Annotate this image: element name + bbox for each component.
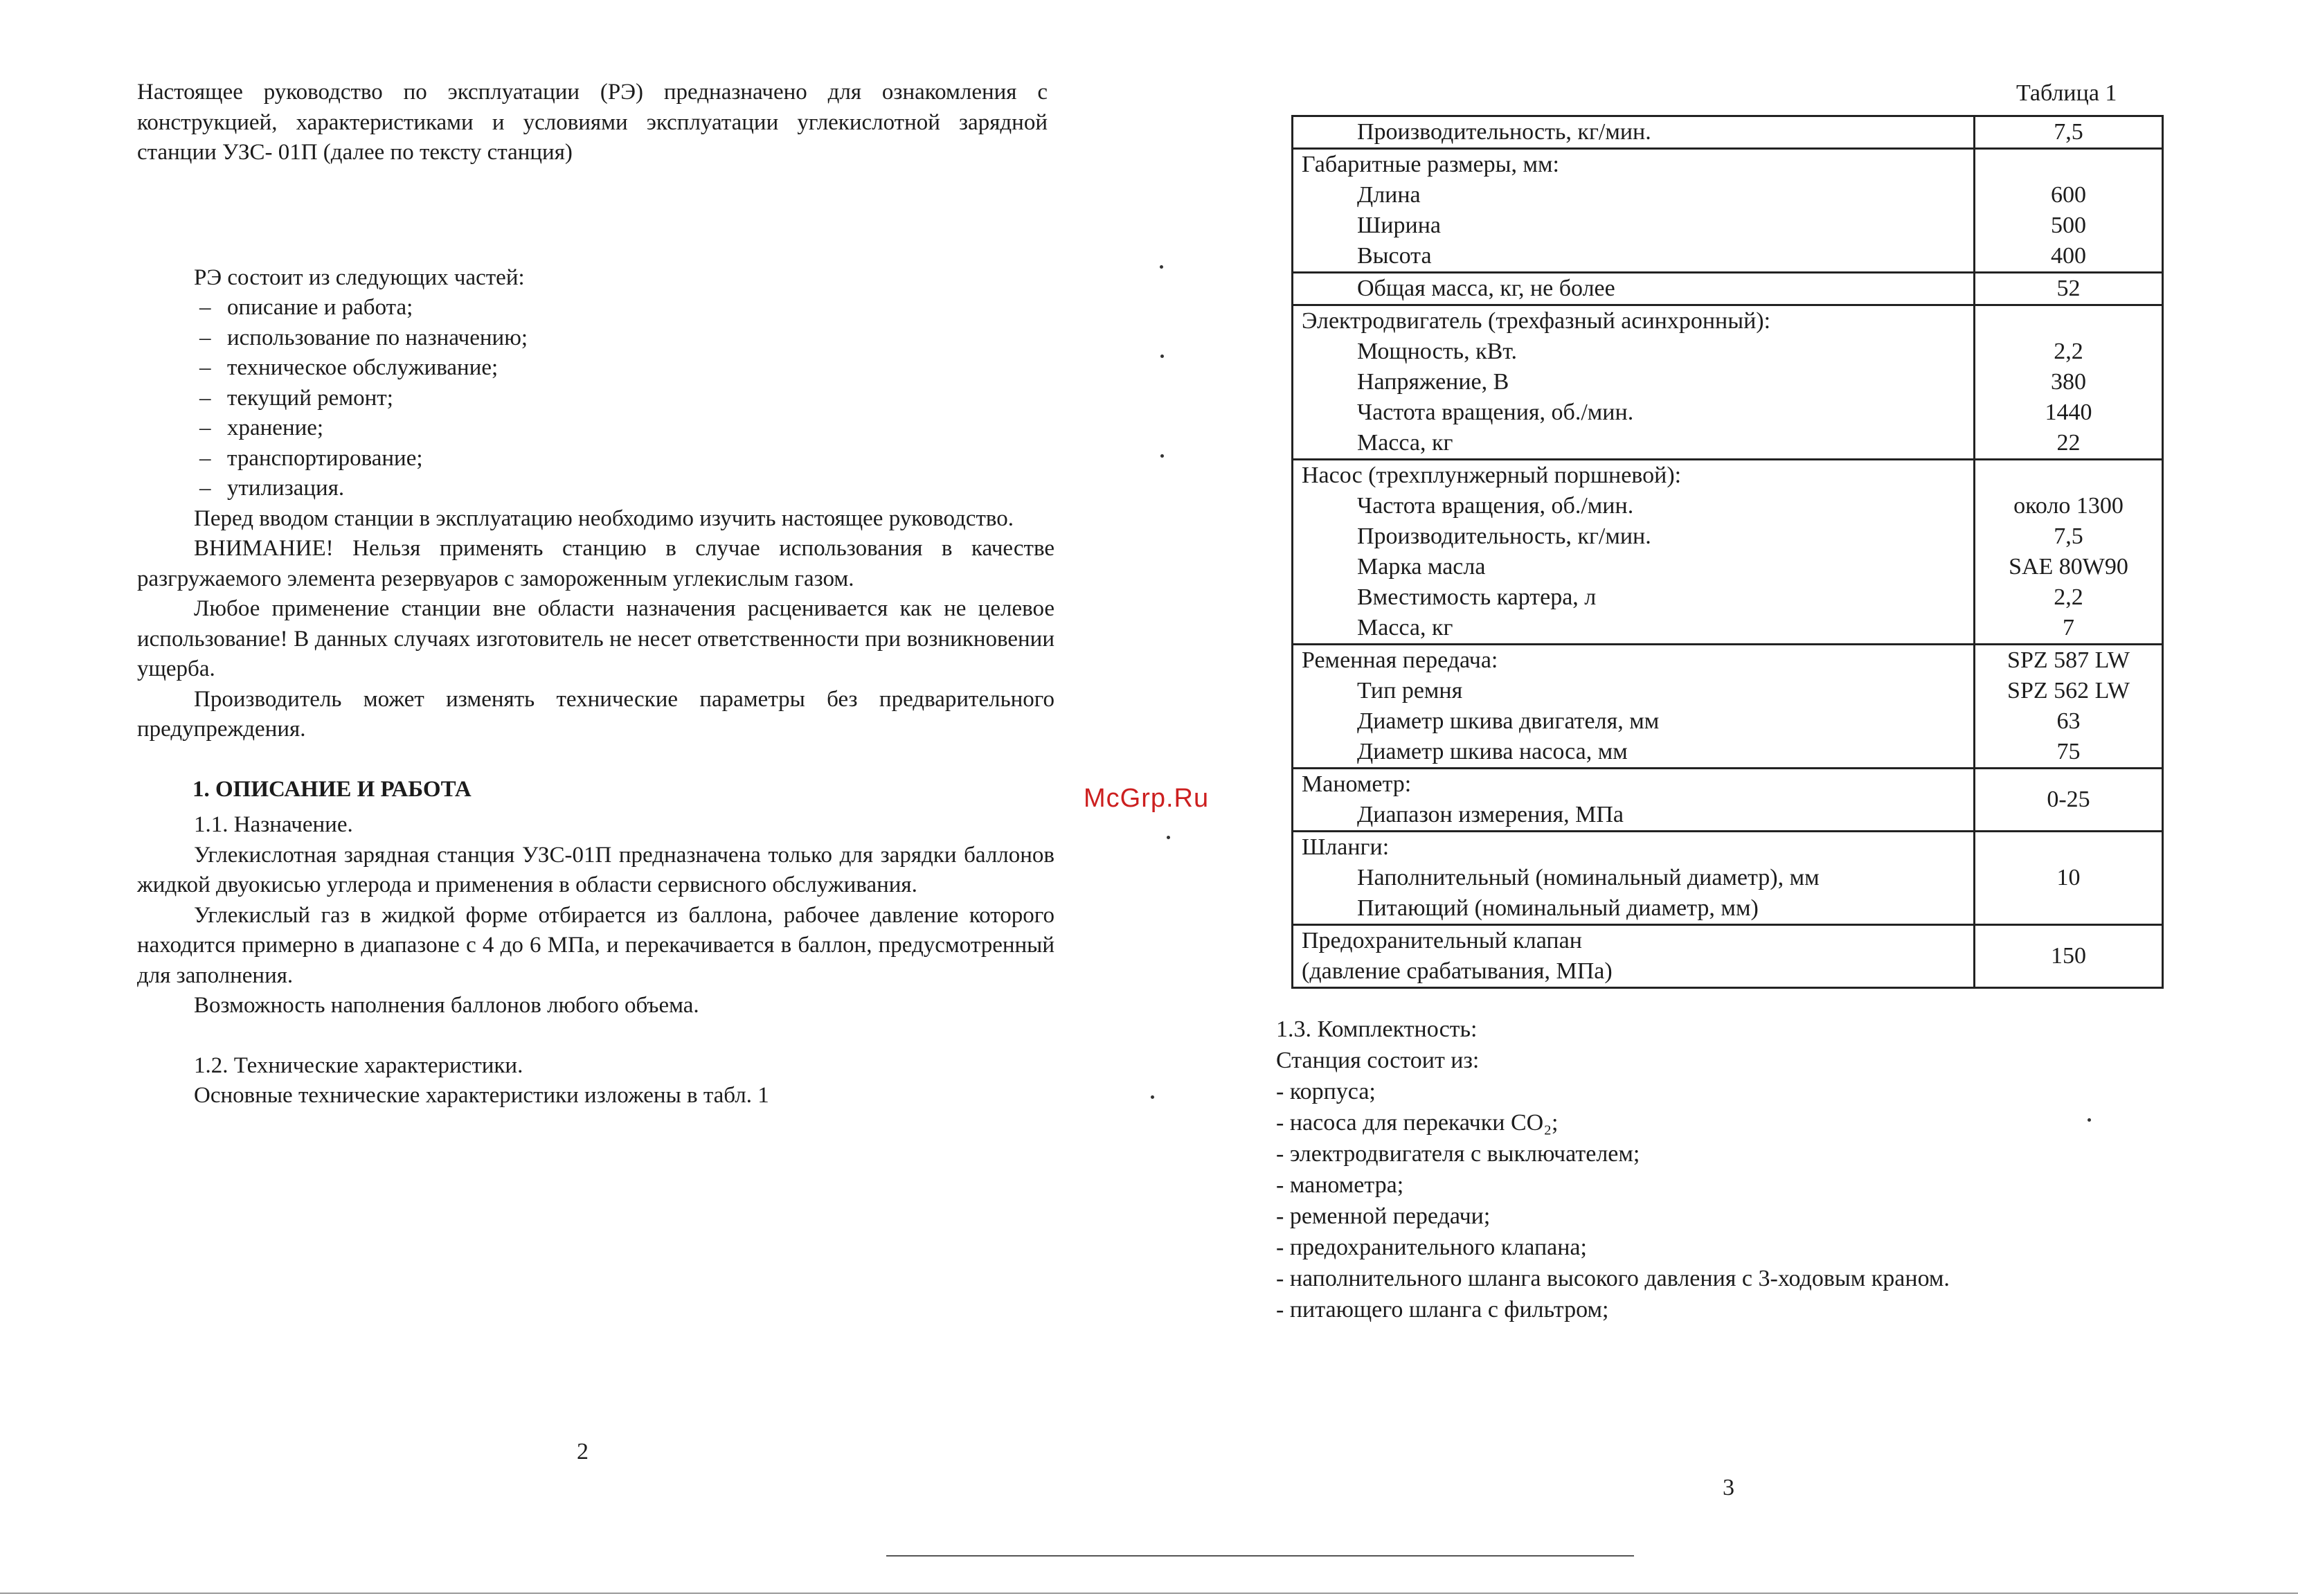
s13-title: 1.3. Комплектность: [1276,1016,1478,1042]
s12-title: 1.2. Технические характеристики. [194,1052,523,1078]
misuse-paragraph: Любое применение станции вне области назначения расценивается как не целевое использование! В данных случаях изготовитель не несет ответственности при возникновении ущерба. [137,596,1054,681]
cell-value: 10 [1975,832,2163,925]
list-item: – утилизация. [137,474,1054,504]
cell-value: 400 [2051,243,2086,269]
cell-label: Питающий (номинальный диаметр, мм) [1357,895,1759,921]
cell-label: Манометр: [1302,771,1412,797]
list-item: – текущий ремонт; [137,384,1054,414]
cell-label: Диаметр шкива насоса, мм [1357,739,1628,764]
cell-label: Шланги: [1302,834,1390,860]
table-row [1293,460,2163,645]
cell-label: (давление срабатывания, МПа) [1302,958,1613,984]
list-item: – техническое обслуживание; [137,353,1054,384]
cell-value: 7,5 [1975,116,2163,149]
s11-title: 1.1. Назначение. [194,812,353,837]
cell-value: SAE 80W90 [2009,554,2128,580]
list-item: - наполнительного шланга высокого давления с 3-ходовым краном. [1276,1266,1950,1291]
scan-rule [886,1555,1634,1557]
cell-label: Электродвигатель (трехфазный асинхронный): [1302,308,1771,334]
table-row [1293,273,2163,305]
cell-label: Напряжение, В [1357,369,1509,395]
s11-paragraph-2: Углекислый газ в жидкой форме отбирается из баллона, рабочее давление которого находится примерно в диапазоне с 4 до 6 МПа, и перекачивается в баллон, предусмотренный для заполнения. [137,902,1054,988]
page-number-left: 2 [577,1439,589,1464]
list-item: - ременной передачи; [1276,1203,1491,1229]
table-row [1293,769,2163,832]
cell-value: 0-25 [1975,769,2163,832]
cell-value: 150 [1975,925,2163,988]
cell-label: Диаметр шкива двигателя, мм [1357,708,1660,734]
table-row [1293,116,2163,149]
cell-value: SPZ 562 LW [2007,678,2130,703]
s13-intro: Станция состоит из: [1276,1048,1480,1073]
cell-label: Общая масса, кг, не более [1357,276,1615,301]
cell-value: 2,2 [2054,339,2083,364]
cell-value: 380 [2051,369,2086,395]
spec-table [1291,115,2164,989]
scan-speck [2088,1118,2091,1122]
cell-value: SPZ 587 LW [2007,647,2130,673]
change-paragraph: Производитель может изменять технические параметры без предварительного предупреждения. [137,686,1054,742]
cell-label: Ширина [1357,213,1441,238]
cell-label: Ременная передача: [1302,647,1498,673]
completeness-section [1276,1014,1950,1325]
scan-rule [0,1593,2298,1594]
scan-speck [1160,355,1164,358]
cell-label: Марка масла [1357,554,1486,580]
cell-label: Диапазон измерения, МПа [1357,802,1624,827]
cell-label: Масса, кг [1357,615,1453,640]
cell-value: 22 [2056,430,2081,456]
left-page [137,78,1054,1111]
list-item: - предохранительного клапана; [1276,1235,1587,1260]
watermark[interactable]: McGrp.Ru [1084,784,1210,813]
scan-speck [1151,1095,1154,1099]
section-title: 1. ОПИСАНИЕ И РАБОТА [192,776,472,802]
intro-paragraph: Настоящее руководство по эксплуатации (РЭ) предназначено для ознакомления с конструкцией, характеристиками и условиями эксплуатации углекислотной зарядной станции УЗС- 01П (далее по тексту станция) [137,80,1048,165]
study-paragraph: Перед вводом станции в эксплуатацию необходимо изучить настоящее руководство. [194,505,1014,531]
cell-label: Частота вращения, об./мин. [1357,400,1634,425]
table-row [1293,645,2163,769]
table-caption: Таблица 1 [2016,80,2117,106]
parts-intro: РЭ состоит из следующих частей: [194,264,525,290]
table-row [1293,149,2163,273]
cell-value: около 1300 [2013,493,2124,519]
scan-speck [1160,454,1164,458]
list-item: – транспортирование; [137,444,1054,474]
cell-label: Вместимость картера, л [1357,584,1597,610]
cell-value: 2,2 [2054,584,2083,610]
cell-label: Наполнительный (номинальный диаметр), мм [1357,865,1820,890]
cell-label: Частота вращения, об./мин. [1357,493,1634,519]
warning-paragraph: ВНИМАНИЕ! Нельзя применять станцию в случае использования в качестве разгружаемого элемента резервуаров с замороженным углекислым газом. [137,536,1054,591]
page-number-right: 3 [1723,1475,1734,1500]
cell-label: Габаритные размеры, мм: [1302,152,1559,177]
list-item: - питающего шланга с фильтром; [1276,1297,1609,1322]
s11-paragraph-3: Возможность наполнения баллонов любого объема. [194,993,699,1018]
cell-value: 52 [1975,273,2163,305]
cell-value: 500 [2051,213,2086,238]
cell-label: Высота [1357,243,1432,269]
cell-label: Масса, кг [1357,430,1453,456]
cell-label: Мощность, кВт. [1357,339,1518,364]
table-row [1293,832,2163,925]
cell-label: Насос (трехплунжерный поршневой): [1302,463,1682,488]
list-item: - манометра; [1276,1172,1404,1198]
scan-speck [1167,836,1170,839]
list-item: – хранение; [137,413,1054,444]
list-item: - корпуса; [1276,1079,1376,1104]
cell-value: 600 [2051,182,2086,208]
scan-speck [1160,265,1163,269]
list-item: – использование по назначению; [137,323,1054,354]
s11-paragraph-1: Углекислотная зарядная станция УЗС-01П предназначена только для зарядки баллонов жидкой двуокисью углерода и применения в области сервисного обслуживания. [137,842,1054,897]
list-item: - электродвигателя с выключателем; [1276,1141,1640,1167]
table-row [1293,925,2163,988]
cell-label: Производительность, кг/мин. [1357,523,1651,549]
cell-value: 1440 [2045,400,2092,425]
list-item: - насоса для перекачки CO₂; [1276,1110,1559,1136]
table-row [1293,305,2163,460]
cell-value: 75 [2056,739,2081,764]
cell-value: 7,5 [2054,523,2083,549]
s12-paragraph: Основные технические характеристики изложены в табл. 1 [194,1083,769,1108]
cell-value: 63 [2056,708,2081,734]
cell-label: Тип ремня [1357,678,1463,703]
cell-value: 7 [2063,615,2074,640]
list-item: – описание и работа; [137,293,1054,323]
cell-label: Производительность, кг/мин. [1357,119,1651,145]
cell-label: Предохранительный клапан [1302,928,1582,953]
cell-label: Длина [1357,182,1421,208]
